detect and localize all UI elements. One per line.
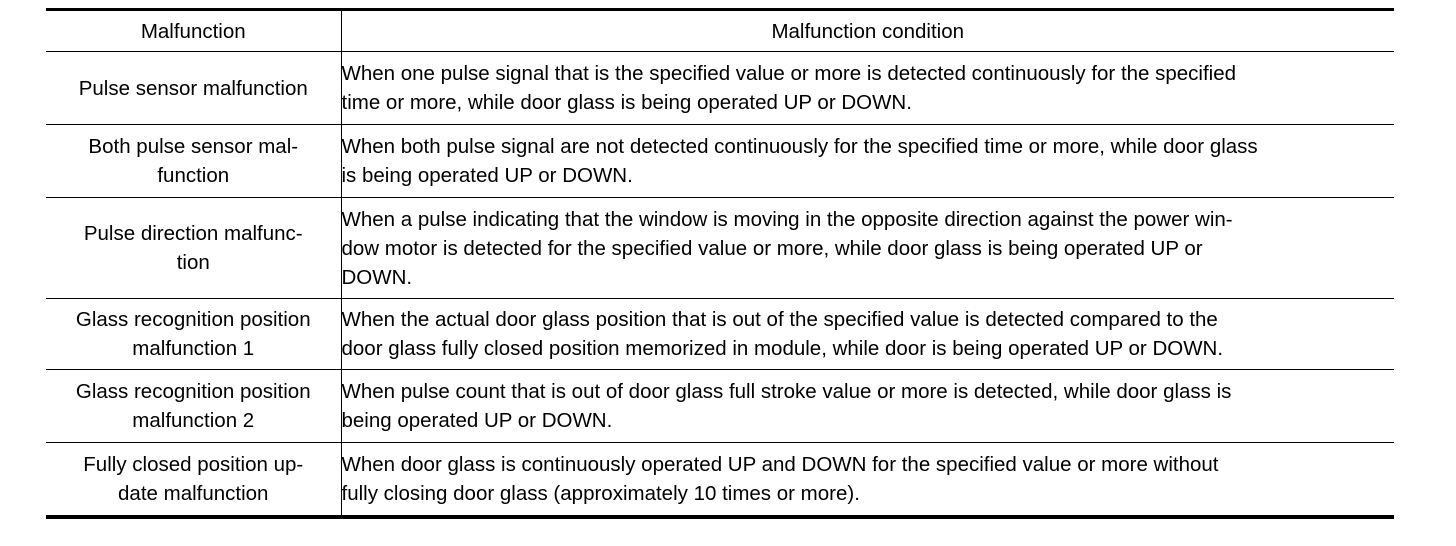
condition-line: When pulse count that is out of door glass full stroke value or more is detected, while door glass is [341,380,1232,403]
condition-line: When a pulse indicating that the window is moving in the opposite direction against the power win- [341,207,1233,231]
malfunction-condition [341,299,1394,370]
malfunction-condition [341,52,1394,125]
malfunction-name-line: Fully closed position up- [83,453,304,476]
header-malfunction: Malfunction [46,10,341,52]
table-header-row [46,10,1394,52]
malfunction-name-line: tion [176,251,210,274]
malfunction-name-line: malfunction 1 [132,337,255,360]
condition-line: When one pulse signal that is the specified value or more is detected continuously for the specified [341,62,1237,85]
malfunction-name-line: function [157,164,230,187]
table-row [46,198,1394,299]
malfunction-condition [341,370,1394,443]
malfunction-condition [341,443,1394,518]
condition-line: dow motor is detected for the specified value or more, while door glass is being operated UP or [341,236,1203,260]
condition-line: door glass fully closed position memorized in module, while door is being operated UP or DOWN. [341,337,1224,360]
header-malfunction-condition: Malfunction condition [341,10,1394,52]
malfunction-name-line: Glass recognition position [75,308,311,331]
condition-line: time or more, while door glass is being operated UP or DOWN. [341,91,912,114]
condition-line: DOWN. [341,265,413,289]
malfunction-name [46,443,341,518]
malfunction-name [46,52,341,125]
malfunction-name-line: Pulse direction malfunc- [83,222,303,245]
condition-line: When the actual door glass position that is out of the specified value is detected compared to the [341,308,1218,331]
condition-line: being operated UP or DOWN. [341,409,613,432]
condition-line: is being operated UP or DOWN. [341,164,633,187]
malfunction-name-line: date malfunction [118,482,269,505]
condition-line: fully closing door glass (approximately 10 times or more). [341,482,860,505]
malfunction-condition [341,125,1394,198]
malfunction-name [46,299,341,370]
table-row [46,370,1394,443]
table-row [46,125,1394,198]
malfunction-name [46,125,341,198]
malfunction-name [46,198,341,299]
condition-line: When door glass is continuously operated UP and DOWN for the specified value or more without [341,453,1219,476]
table-row [46,52,1394,125]
malfunction-name-line: Glass recognition position [75,380,311,403]
malfunction-table [46,8,1394,519]
malfunction-name-line: Pulse sensor malfunction [78,76,308,100]
malfunction-name [46,370,341,443]
malfunction-name-line: malfunction 2 [132,409,255,432]
table-row [46,443,1394,518]
malfunction-condition [341,198,1394,299]
malfunction-name-line: Both pulse sensor mal- [88,135,299,158]
table-row [46,299,1394,370]
condition-line: When both pulse signal are not detected continuously for the specified time or more, while door glass [341,135,1258,158]
